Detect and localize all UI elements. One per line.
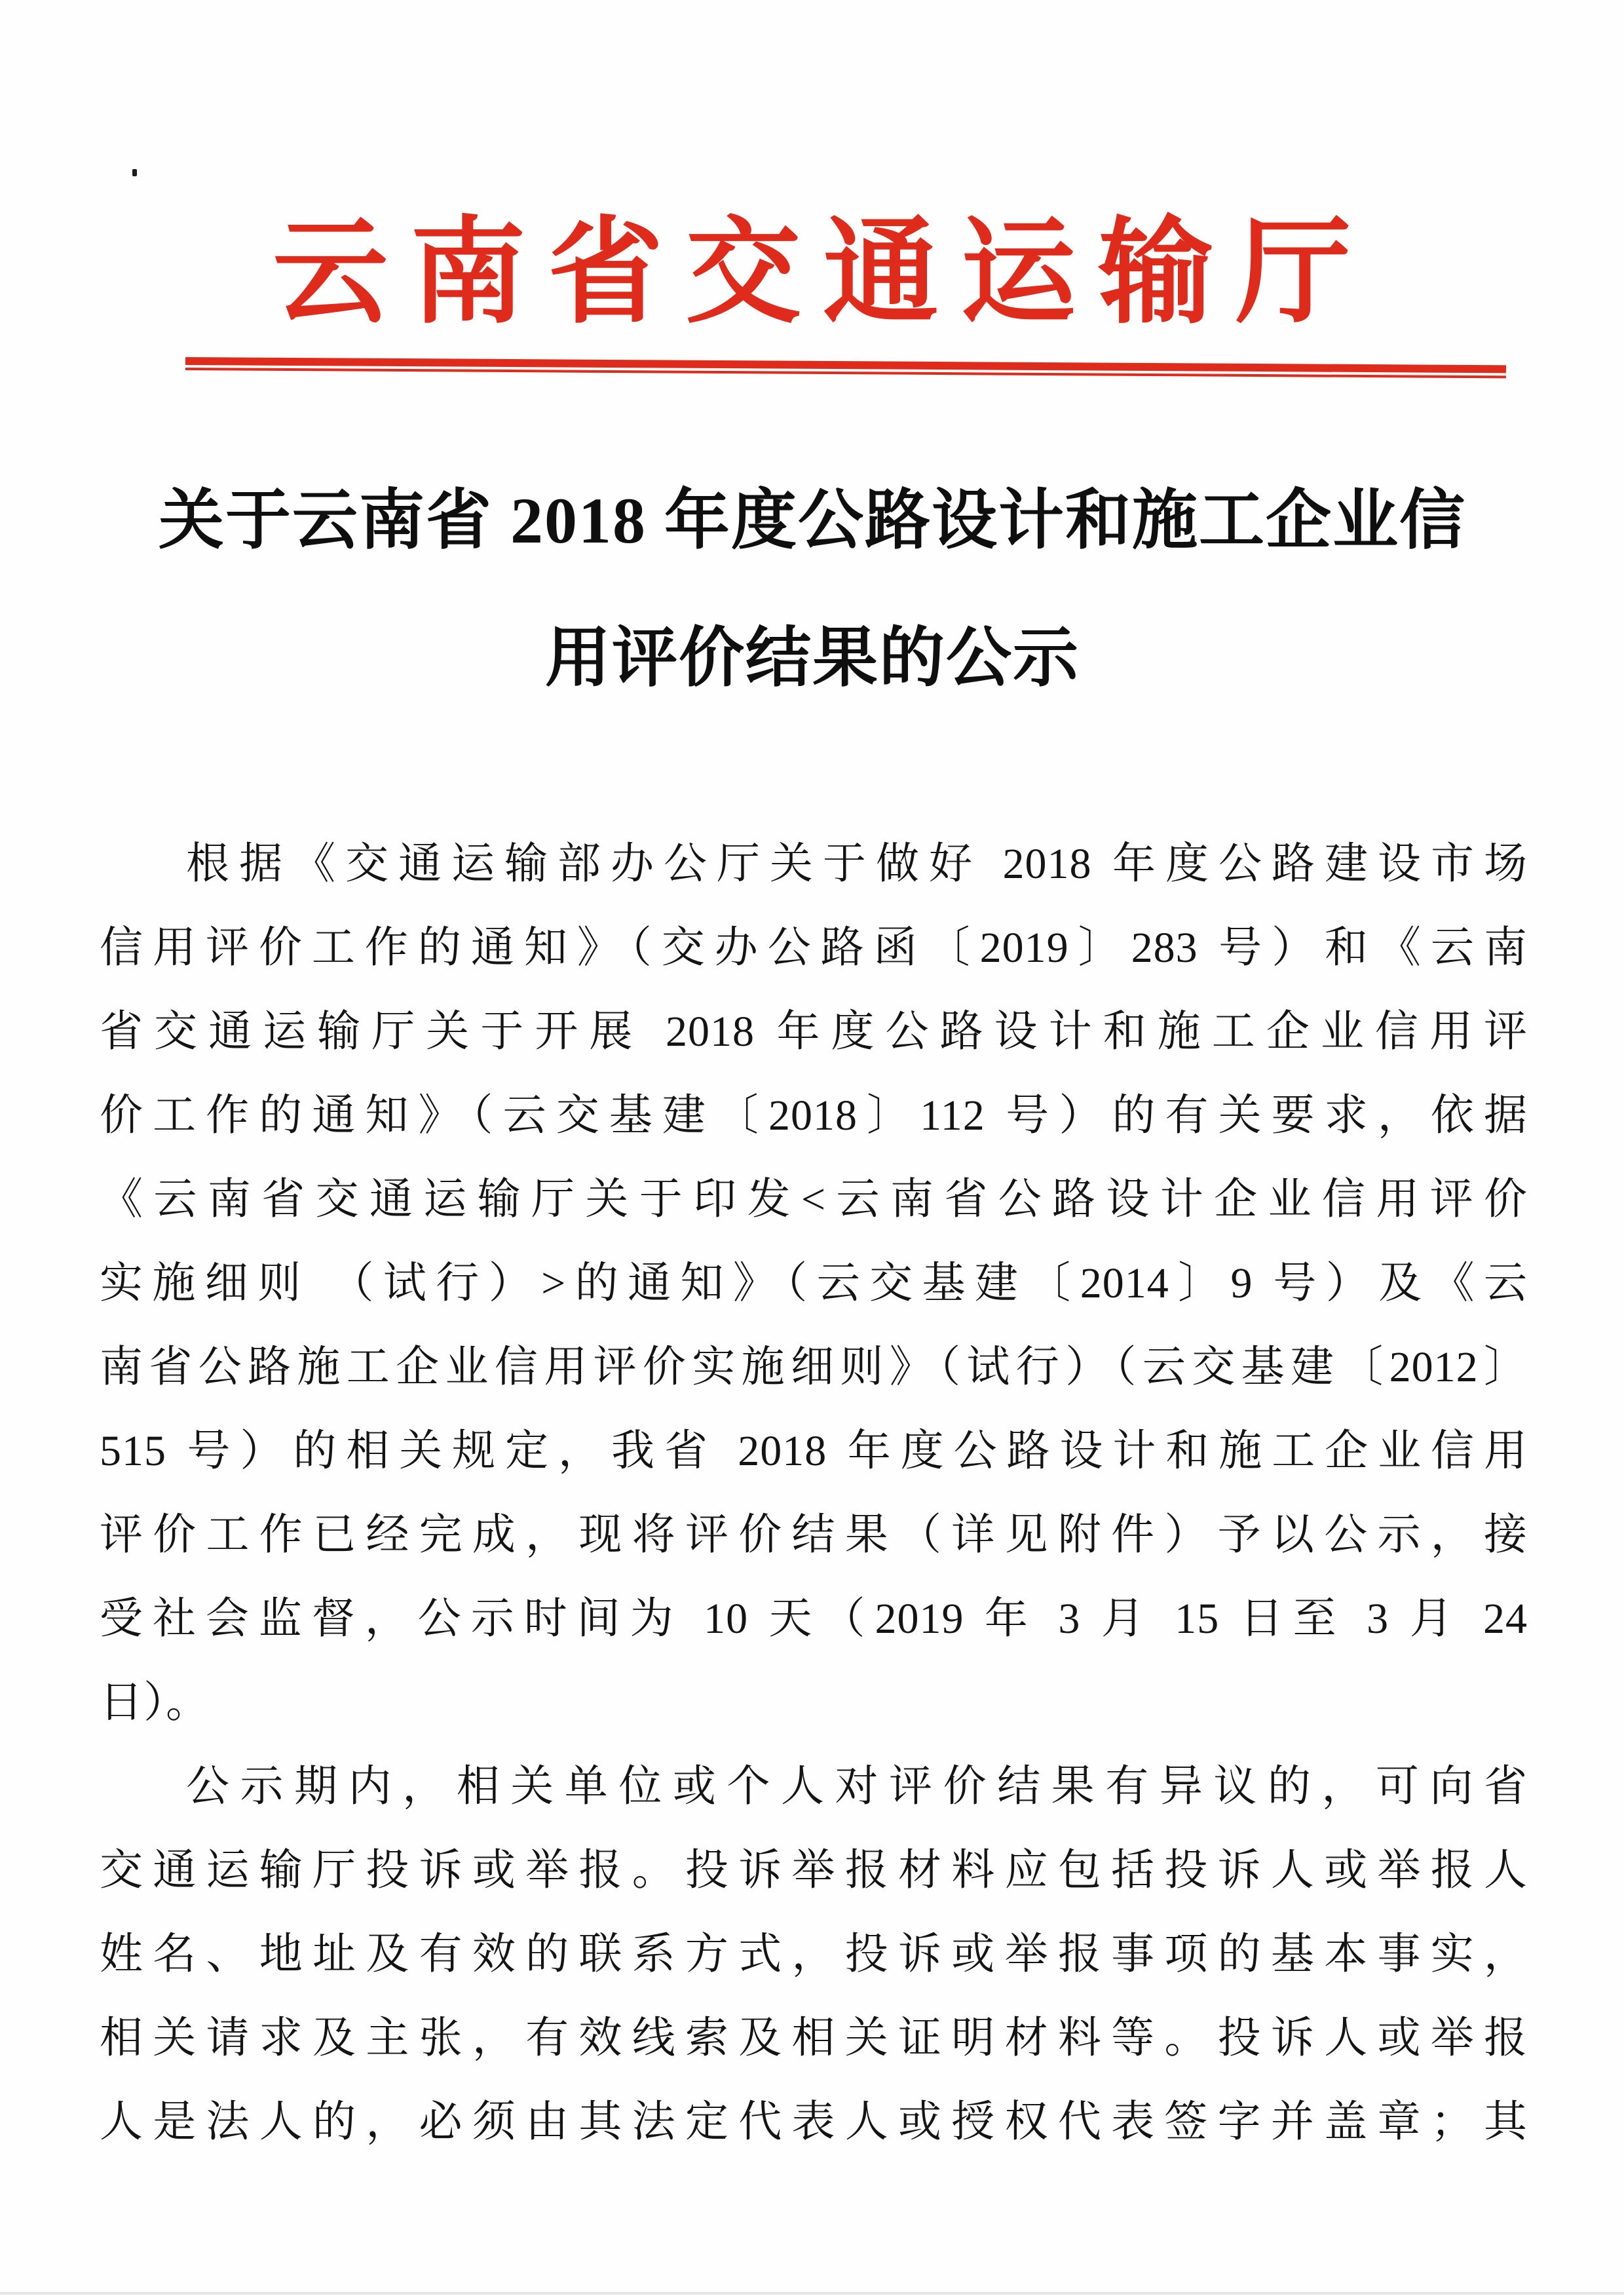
document-title-line-1: 关于云南省 2018 年度公路设计和施工企业信 [159, 484, 1466, 557]
paragraph-1-line: 南省公路施工企业信用评价实施细则》（试行）（云交基建〔2012〕 [100, 1343, 1528, 1391]
scan-artifact-dot [132, 169, 137, 176]
paragraph-2-line: 交通运输厅投诉或举报。投诉举报材料应包括投诉人或举报人 [100, 1846, 1528, 1894]
paragraph-2-line: 姓名、地址及有效的联系方式，投诉或举报事项的基本事实， [100, 1930, 1528, 1978]
paragraph-1-line: 价工作的通知》（云交基建〔2018〕112 号）的有关要求，依据 [100, 1092, 1528, 1139]
paragraph-1 [100, 822, 1528, 1745]
paragraph-1-line: 评价工作已经完成，现将评价结果（详见附件）予以公示，接 [100, 1511, 1528, 1559]
paragraph-2 [100, 1745, 1528, 2164]
paragraph-2-line: 人是法人的，必须由其法定代表人或授权代表签字并盖章；其 [100, 2098, 1528, 2146]
letterhead-divider [185, 357, 1506, 378]
document-title [124, 452, 1500, 727]
paragraph-1-line: 日）。 [100, 1679, 210, 1727]
scan-edge-artifact [0, 2292, 1624, 2295]
paragraph-1-line: 根据《交通运输部办公厅关于做好 2018 年度公路建设市场 [186, 840, 1528, 888]
document-title-line-2: 用评价结果的公示 [545, 622, 1080, 695]
paragraph-1-line: 信用评价工作的通知》（交办公路函〔2019〕283 号）和《云南 [100, 924, 1528, 972]
paragraph-2-line: 相关请求及主张，有效线索及相关证明材料等。投诉人或举报 [100, 2014, 1528, 2062]
document-body [100, 822, 1528, 2164]
agency-letterhead: 云南省交通运输厅 [273, 210, 1374, 337]
paragraph-1-line: 受社会监督，公示时间为 10 天（2019 年 3 月 15 日至 3 月 24 [100, 1595, 1528, 1643]
paragraph-2-line: 公示期内，相关单位或个人对评价结果有异议的，可向省 [186, 1763, 1528, 1810]
paragraph-1-line: 实施细则 （试行）>的通知》（云交基建〔2014〕9 号）及《云 [100, 1259, 1528, 1307]
paragraph-1-line: 515 号）的相关规定，我省 2018 年度公路设计和施工企业信用 [100, 1427, 1528, 1475]
paragraph-1-line: 省交通运输厅关于开展 2018 年度公路设计和施工企业信用评 [100, 1008, 1528, 1056]
paragraph-1-line: 《云南省交通运输厅关于印发<云南省公路设计企业信用评价 [100, 1176, 1528, 1223]
